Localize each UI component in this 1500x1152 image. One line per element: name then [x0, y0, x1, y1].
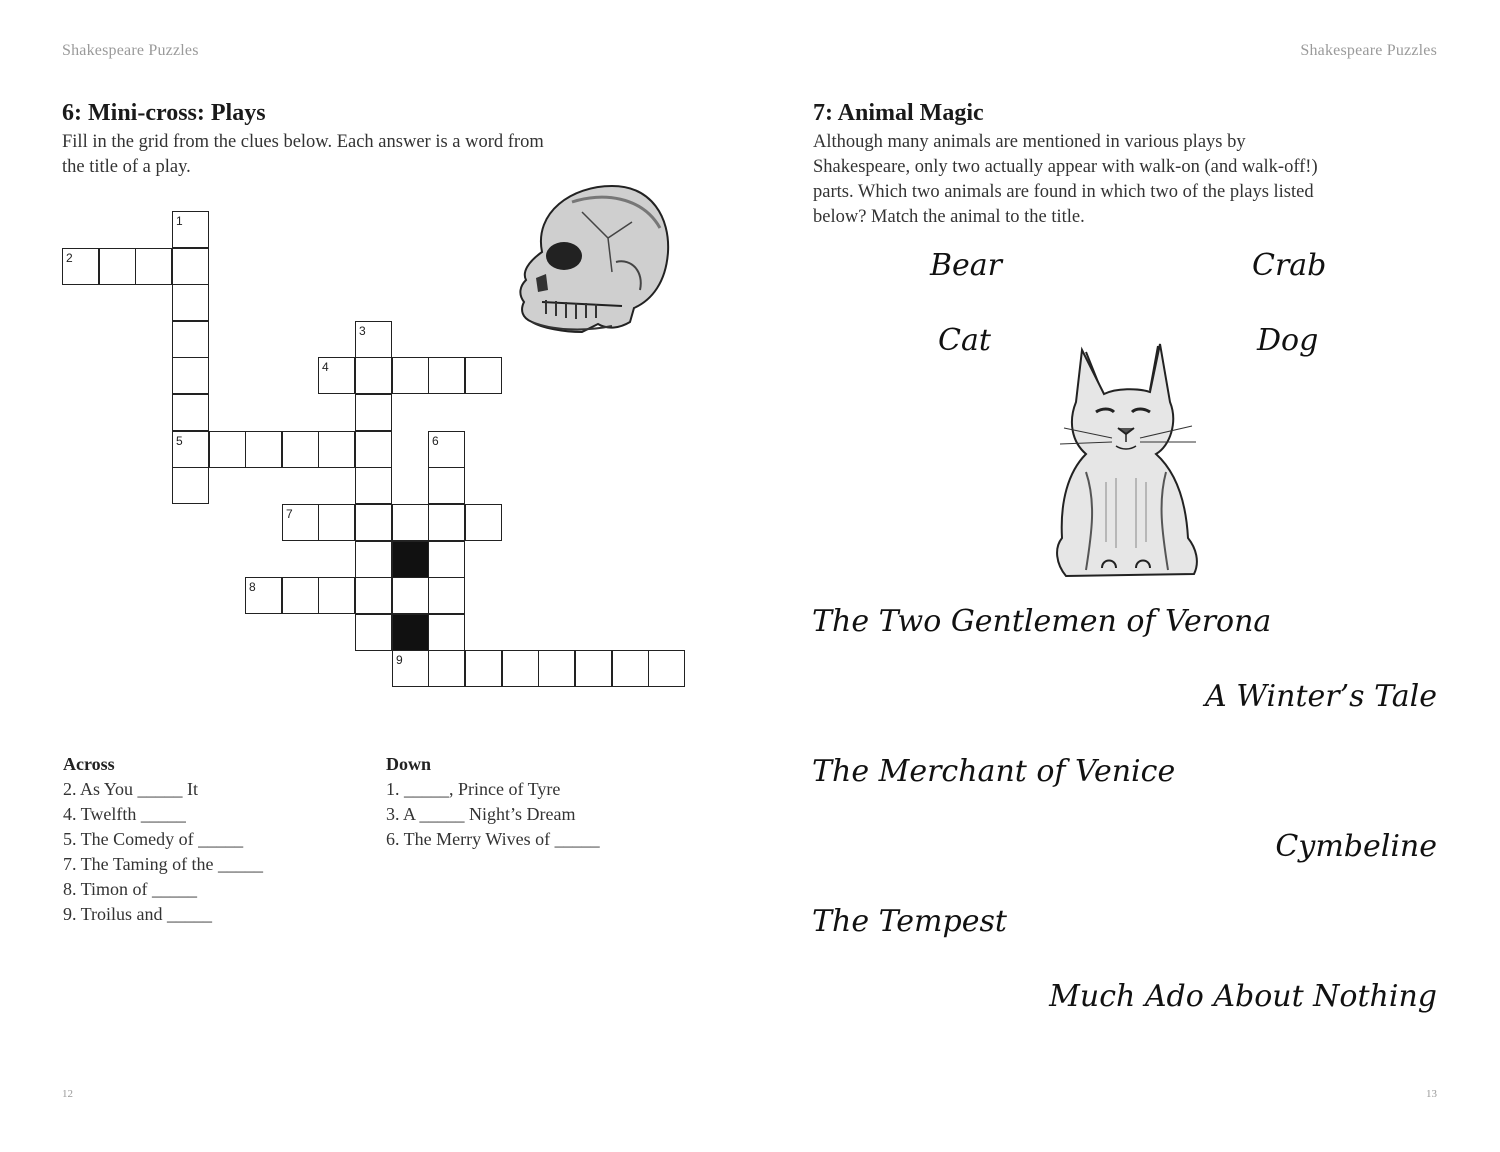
puzzle-6-intro-line-2: the title of a play.: [62, 157, 191, 177]
puzzle-7-intro-line: Shakespeare, only two actually appear with walk-on (and walk-off!): [813, 157, 1318, 177]
puzzle-7-title: 7: Animal Magic: [813, 100, 984, 126]
black-square: [392, 541, 429, 578]
puzzle-7-intro-line: below? Match the animal to the title.: [813, 207, 1085, 227]
grid-cell[interactable]: [282, 431, 319, 468]
down-clues: [386, 754, 600, 852]
black-square: [392, 614, 429, 651]
animal-bear: Bear: [930, 248, 1003, 283]
puzzle-7-intro-line: Although many animals are mentioned in various plays by: [813, 132, 1246, 152]
grid-cell[interactable]: [245, 431, 282, 468]
grid-cell[interactable]: [172, 467, 209, 504]
grid-cell[interactable]: [172, 394, 209, 431]
grid-cell[interactable]: [428, 650, 465, 687]
grid-cell[interactable]: [172, 211, 209, 248]
grid-cell[interactable]: [538, 650, 575, 687]
puzzle-6-intro-line-1: Fill in the grid from the clues below. Each answer is a word from: [62, 132, 544, 152]
clue-number: 3: [359, 324, 366, 338]
grid-cell[interactable]: [355, 614, 392, 651]
grid-cell[interactable]: [465, 650, 502, 687]
grid-cell[interactable]: [392, 650, 429, 687]
grid-cell[interactable]: [355, 467, 392, 504]
clue-number: 5: [176, 434, 183, 448]
grid-cell[interactable]: [355, 394, 392, 431]
across-clue: 2. As You _____ It: [63, 779, 199, 799]
play-title: The Two Gentlemen of Verona: [812, 604, 1272, 639]
cat-illustration: [1046, 342, 1206, 584]
across-clue: 7. The Taming of the _____: [63, 854, 264, 874]
grid-cell[interactable]: [172, 284, 209, 321]
grid-cell[interactable]: [428, 504, 465, 541]
page-number-left: 12: [62, 1088, 73, 1100]
grid-cell[interactable]: [428, 431, 465, 468]
grid-cell[interactable]: [355, 504, 392, 541]
grid-cell[interactable]: [172, 248, 209, 285]
grid-cell[interactable]: [575, 650, 612, 687]
grid-cell[interactable]: [355, 541, 392, 578]
grid-cell[interactable]: [135, 248, 172, 285]
grid-cell[interactable]: [502, 650, 539, 687]
puzzle-6-intro: [62, 130, 622, 180]
grid-cell[interactable]: [318, 577, 355, 614]
grid-cell[interactable]: [465, 504, 502, 541]
across-clue: 8. Timon of _____: [63, 879, 198, 899]
clue-number: 1: [176, 214, 183, 228]
grid-cell[interactable]: [282, 577, 319, 614]
animal-cat: Cat: [938, 323, 991, 358]
grid-cell[interactable]: [355, 431, 392, 468]
grid-cell[interactable]: [428, 614, 465, 651]
across-heading: Across: [63, 754, 115, 774]
grid-cell[interactable]: [318, 431, 355, 468]
puzzle-7-intro: [813, 130, 1433, 230]
across-clue: 9. Troilus and _____: [63, 904, 213, 924]
grid-cell[interactable]: [355, 577, 392, 614]
grid-cell[interactable]: [428, 577, 465, 614]
grid-cell[interactable]: [648, 650, 685, 687]
grid-cell[interactable]: [209, 431, 246, 468]
down-clue: 3. A _____ Night’s Dream: [386, 804, 576, 824]
down-clue: 1. _____, Prince of Tyre: [386, 779, 561, 799]
clue-number: 4: [322, 360, 329, 374]
play-title: The Merchant of Venice: [812, 754, 1176, 789]
puzzle-6-title: 6: Mini-cross: Plays: [62, 100, 266, 126]
grid-cell[interactable]: [355, 321, 392, 358]
clue-number: 6: [432, 434, 439, 448]
grid-cell[interactable]: [172, 321, 209, 358]
puzzle-7-intro-line: parts. Which two animals are found in which two of the plays listed: [813, 182, 1314, 202]
grid-cell[interactable]: [428, 357, 465, 394]
grid-cell[interactable]: [392, 504, 429, 541]
grid-cell[interactable]: [62, 248, 99, 285]
grid-cell[interactable]: [318, 357, 355, 394]
play-title: Much Ado About Nothing: [1049, 979, 1437, 1014]
across-clue: 5. The Comedy of _____: [63, 829, 244, 849]
grid-cell[interactable]: [612, 650, 649, 687]
grid-cell[interactable]: [99, 248, 136, 285]
animal-dog: Dog: [1257, 323, 1319, 358]
down-clue: 6. The Merry Wives of _____: [386, 829, 600, 849]
grid-cell[interactable]: [392, 357, 429, 394]
play-title: Cymbeline: [1275, 829, 1437, 864]
play-title: A Winter’s Tale: [1205, 679, 1437, 714]
grid-cell[interactable]: [392, 577, 429, 614]
down-heading: Down: [386, 754, 432, 774]
page-number-right: 13: [1426, 1088, 1437, 1100]
grid-cell[interactable]: [428, 467, 465, 504]
across-clue: 4. Twelfth _____: [63, 804, 186, 824]
grid-cell[interactable]: [318, 504, 355, 541]
grid-cell[interactable]: [355, 357, 392, 394]
grid-cell[interactable]: [282, 504, 319, 541]
running-header-left: Shakespeare Puzzles: [62, 42, 199, 59]
across-clues: [63, 754, 263, 927]
grid-cell[interactable]: [428, 541, 465, 578]
grid-cell[interactable]: [172, 357, 209, 394]
grid-cell[interactable]: [465, 357, 502, 394]
play-title: The Tempest: [812, 904, 1007, 939]
clue-number: 2: [66, 251, 73, 265]
grid-cell[interactable]: [172, 431, 209, 468]
running-header-right: Shakespeare Puzzles: [1300, 42, 1437, 59]
clue-number: 9: [396, 653, 403, 667]
clue-number: 8: [249, 580, 256, 594]
animal-crab: Crab: [1252, 248, 1327, 283]
grid-cell[interactable]: [245, 577, 282, 614]
clue-number: 7: [286, 507, 293, 521]
skull-illustration: [512, 182, 672, 334]
